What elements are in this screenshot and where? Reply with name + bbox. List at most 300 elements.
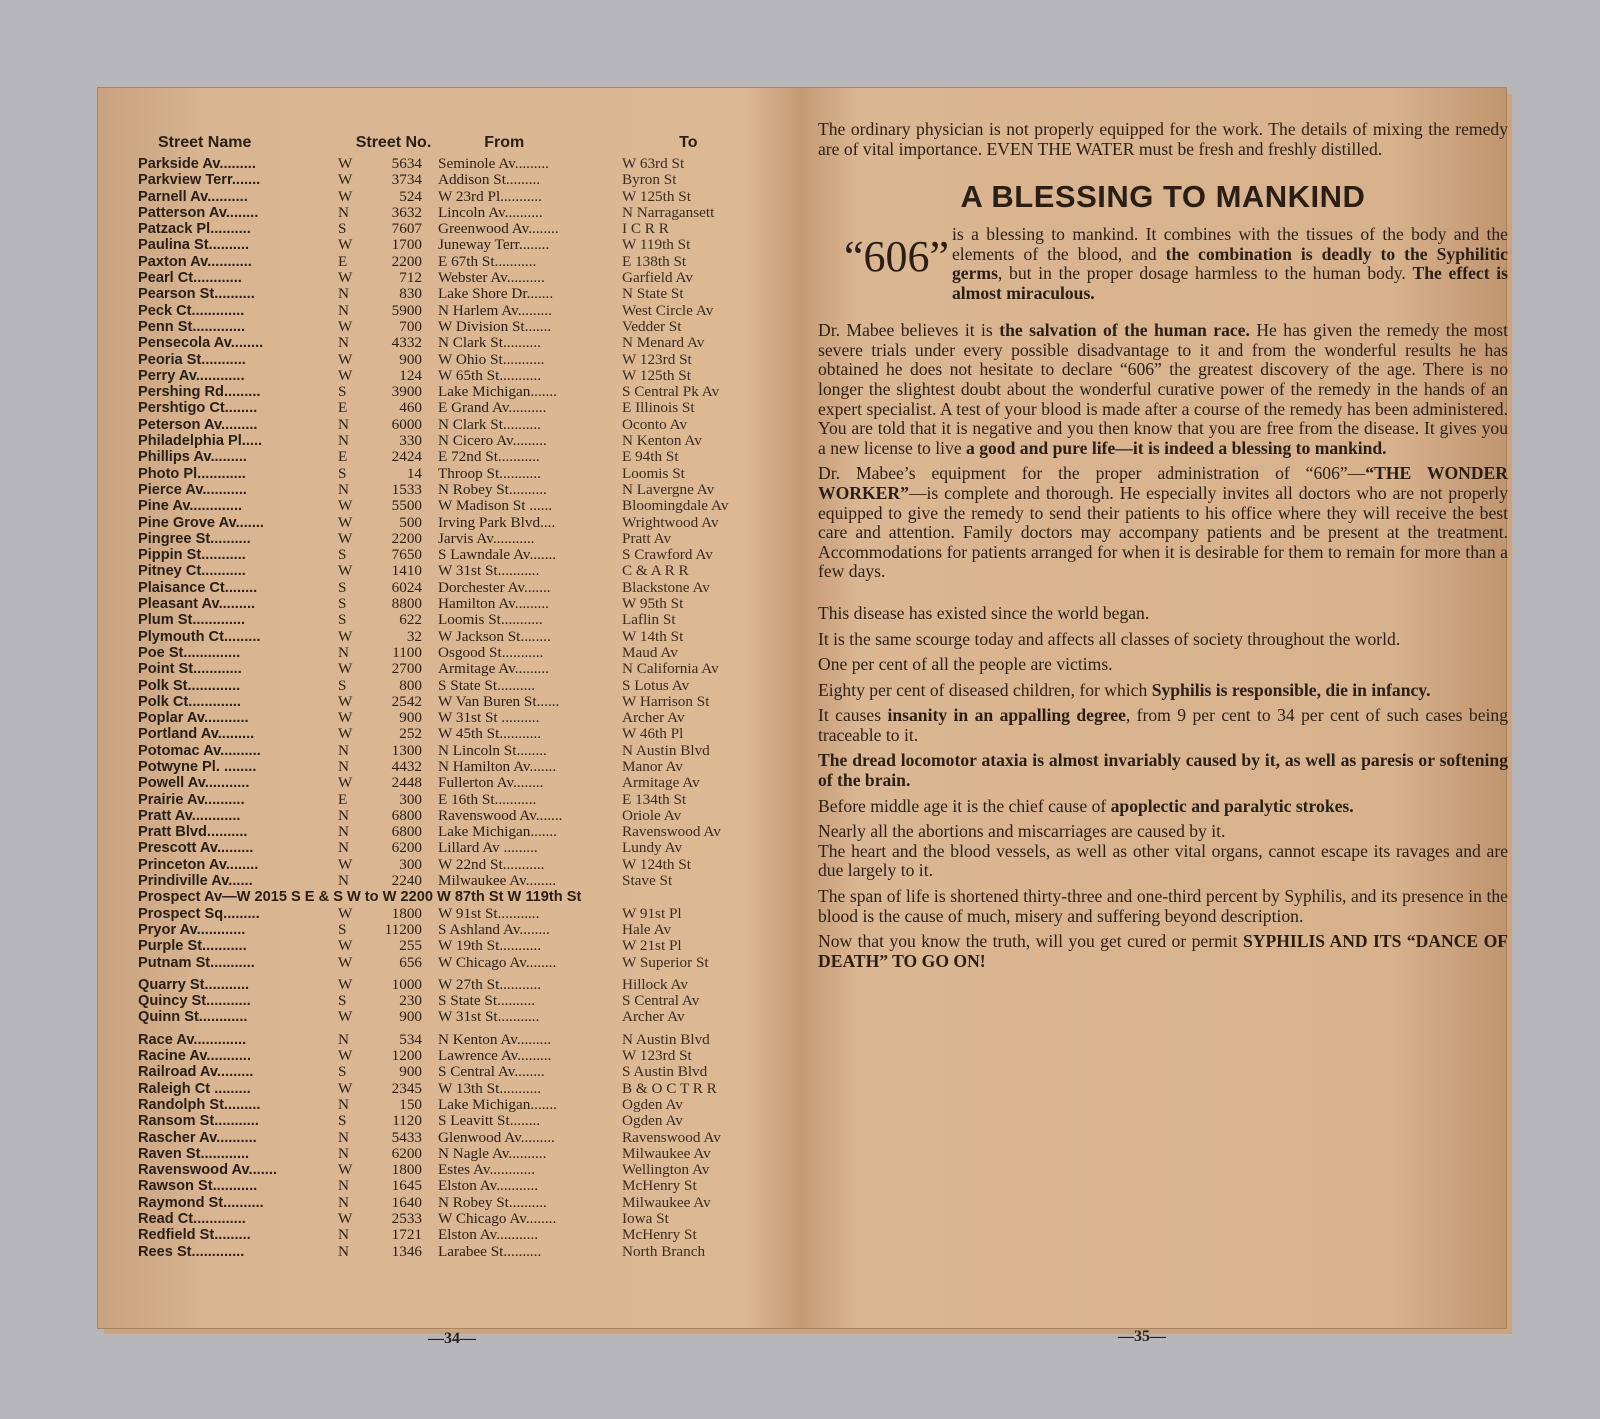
direction-cell: W: [338, 937, 353, 955]
text-run: , but in the proper dosage harmless to the human body.: [997, 263, 1413, 284]
from-cell: Armitage Av.........: [438, 661, 549, 678]
street-number-cell: 800: [399, 676, 422, 694]
from-cell: Estes Av............: [438, 1162, 536, 1179]
text-run: , from 9 per cent to 34 per cent of such cases being traceable to it.: [818, 705, 1508, 745]
from-cell: N Lincoln St........: [438, 742, 547, 759]
to-cell: S Crawford Av: [622, 547, 713, 564]
to-cell: Hale Av: [622, 921, 672, 938]
table-row: [138, 482, 778, 498]
table-row: [138, 955, 778, 971]
from-cell: W 22nd St...........: [438, 856, 545, 873]
header-from: From: [484, 134, 525, 151]
direction-cell: W: [338, 513, 353, 531]
street-number-cell: 124: [399, 366, 422, 384]
page-number-right: —35—: [1118, 1328, 1166, 1345]
street-number-cell: 2200: [391, 529, 422, 547]
table-row: [138, 792, 778, 808]
direction-cell: W: [338, 155, 353, 172]
from-cell: Osgood St...........: [438, 644, 544, 661]
direction-cell: N: [338, 415, 349, 433]
table-row: [138, 172, 778, 188]
to-cell: Loomis St: [622, 465, 685, 482]
from-cell: Webster Av..........: [438, 270, 545, 287]
table-row: [138, 400, 778, 416]
to-cell: Blackstone Av: [622, 579, 710, 596]
direction-cell: N: [338, 285, 349, 303]
to-cell: Stave St: [622, 873, 673, 890]
direction-cell: W: [338, 774, 353, 792]
bold-run: Syphilis is responsible, die in infancy.: [1151, 679, 1431, 700]
table-row: [138, 563, 778, 579]
street-name-cell: Potomac Av..........: [138, 742, 261, 759]
to-cell: Maud Av: [622, 644, 678, 661]
from-cell: N Nagle Av..........: [438, 1145, 547, 1162]
table-row: [138, 270, 778, 286]
from-cell: W Ohio St...........: [438, 351, 545, 368]
street-number-cell: 900: [399, 1008, 422, 1026]
table-row: [138, 384, 778, 400]
fact-1: This disease has existed since the world began.: [818, 602, 1150, 623]
bold-run: insanity in an appalling degree: [887, 705, 1126, 726]
table-row: [138, 1178, 778, 1194]
table-row: [138, 1032, 778, 1048]
from-cell: Addison St.........: [438, 172, 541, 189]
bold-run: The effect is almost miraculous.: [952, 263, 1508, 303]
street-number-cell: 1300: [391, 741, 422, 759]
street-name-cell: Racine Av...........: [138, 1048, 252, 1065]
paragraph-salvation: [818, 321, 1508, 458]
street-name-cell: Paulina St..........: [138, 237, 250, 254]
to-cell: Milwaukee Av: [622, 1194, 711, 1211]
bold-run: the combination is deadly to the Syphilitic germs: [952, 243, 1508, 284]
street-number-cell: 1640: [391, 1193, 422, 1211]
to-cell: Garfield Av: [622, 270, 693, 287]
from-cell: E 67th St...........: [438, 253, 537, 270]
street-number-cell: 656: [399, 953, 422, 971]
street-number-cell: 1800: [391, 1161, 422, 1179]
to-cell: N Lavergne Av: [622, 481, 715, 498]
street-number-cell: 5634: [391, 155, 422, 172]
from-cell: W 27th St...........: [438, 976, 542, 993]
street-name-cell: Raleigh Ct .........: [138, 1080, 251, 1097]
street-name-cell: Paxton Av...........: [138, 253, 252, 270]
street-name-cell: Pleasant Av.........: [138, 596, 256, 613]
street-number-cell: 8800: [391, 595, 422, 613]
street-name-cell: Pearl Ct............: [138, 270, 242, 287]
street-name-cell: Prindiville Av......: [138, 873, 253, 890]
table-row: [138, 254, 778, 270]
to-cell: W 14th St: [622, 628, 684, 645]
street-name-cell: Poe St..............: [138, 644, 241, 661]
from-cell: Dorchester Av.......: [438, 579, 551, 596]
paragraph-606: [952, 225, 1508, 315]
text-run: Dr. Mabee’s equipment for the proper administration of “606”—: [818, 463, 1366, 484]
bold-run: a good and pure life—it is indeed a blessing to mankind.: [966, 437, 1387, 458]
street-name-cell: Railroad Av.........: [138, 1064, 254, 1081]
table-row: [138, 629, 778, 645]
fact-6: [818, 751, 1508, 790]
from-cell: Loomis St...........: [438, 612, 543, 629]
street-name-cell: Pershing Rd.........: [138, 384, 261, 401]
direction-cell: N: [338, 203, 349, 221]
table-row: [138, 303, 778, 319]
table-row: [138, 189, 778, 205]
table-row: [138, 1195, 778, 1211]
street-number-cell: 11200: [384, 920, 422, 938]
table-row: [138, 449, 778, 465]
direction-cell: W: [338, 171, 353, 189]
to-cell: E Illinois St: [622, 400, 695, 417]
table-row: [138, 694, 778, 710]
street-number-cell: 830: [399, 285, 422, 303]
from-cell: Milwaukee Av........: [438, 873, 557, 890]
paragraph-intro: The ordinary physician is not properly equipped for the work. The details of mixing the remedy are of vital importance. EVEN THE WATER must be fresh and freshly distilled.: [818, 119, 1508, 159]
text-run: He has given the remedy the most severe trials under every possible disadvantage to it and from the wonderful results he has obtained he does not hesitate to declare “606” the greatest discovery of the age. There is no longer the slightest doubt about the wonderful curative power of the remedy in the hands of an expert specialist. A test of your blood is made after a course of the remedy has been administered. You are told that it is negative and you then know that you are free from the disease. It gives you a new license to live: [818, 320, 1508, 458]
direction-cell: W: [338, 709, 353, 727]
big-606-numeral: [818, 225, 952, 315]
direction-cell: S: [338, 220, 347, 238]
table-row: [138, 993, 778, 1009]
to-cell: Wrightwood Av: [622, 514, 719, 531]
street-name-cell: Rees St.............: [138, 1243, 245, 1260]
street-number-cell: 1645: [391, 1177, 422, 1195]
to-cell: McHenry St: [622, 1227, 697, 1244]
direction-cell: N: [338, 823, 349, 841]
street-name-cell: Pratt Av............: [138, 807, 241, 824]
direction-cell: N: [338, 872, 349, 890]
from-cell: S State St..........: [438, 677, 536, 694]
street-name-cell: Rawson St...........: [138, 1178, 258, 1195]
table-row: [138, 678, 778, 694]
from-cell: W Jackson St........: [438, 628, 551, 645]
to-cell: Hillock Av: [622, 976, 688, 993]
street-name-cell: Pine Grove Av.......: [138, 514, 264, 531]
direction-cell: N: [338, 806, 349, 824]
to-cell: C & A R R: [622, 563, 689, 580]
from-cell: N Harlem Av.........: [438, 302, 552, 319]
table-row: [138, 743, 778, 759]
from-cell: Lake Michigan.......: [438, 384, 557, 401]
street-name-cell: Purple St...........: [138, 938, 247, 955]
to-cell: B & O C T R R: [622, 1080, 717, 1097]
street-name-cell: Potwyne Pl. ........: [138, 758, 257, 775]
to-cell: McHenry St: [622, 1178, 697, 1195]
street-number-cell: 2448: [391, 774, 422, 792]
to-cell: Ogden Av: [622, 1096, 683, 1113]
direction-cell: S: [338, 464, 347, 482]
street-name-cell: Pensecola Av........: [138, 335, 264, 352]
table-row: [138, 417, 778, 433]
table-row: [138, 1081, 778, 1097]
direction-cell: W: [338, 529, 353, 547]
street-number-cell: 300: [399, 790, 422, 808]
to-cell: W 125th St: [622, 188, 691, 205]
to-cell: Ravenswood Av: [622, 824, 721, 841]
to-cell: Archer Av: [622, 1009, 685, 1026]
to-cell: Laflin St: [622, 612, 676, 629]
street-name-cell: Photo Pl............: [138, 465, 246, 482]
direction-cell: N: [338, 1144, 349, 1162]
street-number-cell: 622: [399, 611, 422, 629]
direction-cell: W: [338, 317, 353, 335]
to-cell: W 21st Pl: [622, 938, 682, 955]
street-number-cell: 2533: [391, 1210, 422, 1227]
from-cell: S Ashland Av........: [438, 921, 550, 938]
to-cell: W 119th St: [622, 237, 691, 254]
table-row: [138, 1162, 778, 1178]
from-cell: S State St..........: [438, 993, 536, 1010]
intro-block: [818, 225, 1508, 315]
street-number-cell: 524: [399, 187, 422, 205]
table-row: [138, 645, 778, 661]
left-page-street-directory: [138, 130, 778, 1347]
direction-cell: N: [338, 1030, 349, 1048]
direction-cell: W: [338, 1047, 353, 1065]
street-number-cell: 3900: [391, 383, 422, 401]
to-cell: Ravenswood Av: [622, 1129, 721, 1146]
street-number-cell: 2345: [391, 1079, 422, 1097]
to-cell: Lundy Av: [622, 840, 683, 857]
direction-cell: W: [338, 497, 353, 515]
street-number-cell: 7650: [391, 546, 422, 564]
from-cell: W 31st St...........: [438, 1009, 540, 1026]
from-cell: S Leavitt St........: [438, 1113, 541, 1130]
street-name-cell: Ransom St...........: [138, 1113, 259, 1130]
table-row: [138, 156, 778, 172]
from-cell: E 72nd St...........: [438, 449, 540, 466]
direction-cell: N: [338, 1128, 349, 1146]
header-street-no: Street No.: [355, 134, 432, 151]
direction-cell: S: [338, 676, 347, 694]
street-number-cell: 14: [406, 464, 422, 482]
street-number-cell: 6200: [391, 839, 422, 857]
street-name-cell: Raven St............: [138, 1145, 250, 1162]
street-number-cell: 500: [399, 513, 422, 531]
from-cell: W 31st St ..........: [438, 710, 540, 727]
bold-run: the salvation of the human race.: [999, 320, 1250, 341]
street-name-cell: Phillips Av.........: [138, 449, 247, 466]
direction-cell: W: [338, 1079, 353, 1097]
street-name-cell: Pine Av.............: [138, 498, 243, 515]
street-number-cell: 712: [399, 269, 422, 287]
from-cell: Lake Michigan.......: [438, 1096, 557, 1113]
direction-cell: W: [338, 953, 353, 971]
street-number-cell: 2542: [391, 692, 422, 710]
street-name-cell: Prescott Av.........: [138, 840, 254, 857]
street-name-cell: Portland Av.........: [138, 726, 255, 743]
street-name-cell: Parkside Av.........: [138, 156, 256, 172]
to-cell: Bloomingdale Av: [622, 498, 729, 515]
table-row: [138, 726, 778, 742]
table-row: [138, 368, 778, 384]
direction-cell: N: [338, 643, 349, 661]
street-number-cell: 1721: [391, 1226, 422, 1244]
to-cell: N Kenton Av: [622, 433, 702, 450]
to-cell: W Superior St: [622, 954, 709, 971]
from-cell: Hamilton Av.........: [438, 596, 549, 613]
street-name-cell: Pratt Blvd..........: [138, 824, 248, 841]
from-cell: W 13th St...........: [438, 1080, 542, 1097]
street-number-cell: 1200: [391, 1047, 422, 1065]
street-number-cell: 330: [399, 432, 422, 450]
text-run: Before middle age it is the chief cause of: [818, 795, 1111, 816]
table-row: [138, 352, 778, 368]
street-name-cell: Rascher Av..........: [138, 1129, 257, 1146]
to-cell: W 123rd St: [622, 351, 692, 368]
to-cell: N Menard Av: [622, 335, 705, 352]
table-row: [138, 1227, 778, 1243]
table-row: [138, 547, 778, 563]
street-number-cell: 255: [399, 937, 422, 955]
street-name-cell: Prospect Sq.........: [138, 905, 260, 922]
direction-cell: W: [338, 855, 353, 873]
from-cell: W 31st St...........: [438, 563, 540, 580]
to-cell: W 91st Pl: [622, 905, 682, 922]
from-cell: Elston Av...........: [438, 1178, 538, 1195]
from-cell: N Robey St..........: [438, 481, 547, 498]
table-row: [138, 840, 778, 856]
table-row: [138, 938, 778, 954]
fact-5: [818, 706, 1508, 745]
from-cell: Jarvis Av...........: [438, 530, 535, 547]
direction-cell: E: [338, 790, 348, 808]
street-name-cell: Philadelphia Pl.....: [138, 433, 263, 450]
big-606-text: “606”: [844, 232, 950, 282]
from-cell: W 45th St...........: [438, 726, 542, 743]
direction-cell: W: [338, 975, 353, 993]
to-cell: Ogden Av: [622, 1113, 683, 1130]
to-cell: N Austin Blvd: [622, 742, 710, 759]
closing-paragraph: [818, 932, 1508, 971]
direction-cell: W: [338, 725, 353, 743]
direction-cell: E: [338, 399, 348, 417]
article-title: A BLESSING TO MANKIND: [960, 179, 1366, 215]
table-row: [138, 1009, 778, 1025]
to-cell: Wellington Av: [622, 1162, 710, 1179]
street-name-cell: Peoria St...........: [138, 351, 246, 368]
table-row: [138, 221, 778, 237]
from-cell: N Kenton Av.........: [438, 1031, 552, 1048]
street-number-cell: 1100: [392, 643, 422, 661]
table-row: [138, 710, 778, 726]
street-number-cell: 4332: [391, 334, 422, 352]
direction-cell: W: [338, 366, 353, 384]
header-to: To: [679, 134, 698, 151]
fact-2: It is the same scourge today and affects all classes of society throughout the world.: [818, 628, 1401, 649]
text-run: —is complete and thorough. He especially invites all doctors who are not properly equipped to give the remedy to send their patients to his office where they will receive the best care and attention. Family doctors may accompany patients and be present at the treatment. Accommodations for patients arranged for when it is desirable for them to remain for more than a few days.: [818, 482, 1508, 582]
from-cell: Ravenswood Av.......: [438, 807, 563, 824]
direction-cell: S: [338, 992, 347, 1010]
from-cell: S Lawndale Av.......: [438, 547, 557, 564]
table-row: [138, 237, 778, 253]
table-row: [138, 335, 778, 351]
to-cell: I C R R: [622, 221, 669, 238]
to-cell: Armitage Av: [622, 775, 700, 792]
street-number-cell: 1000: [391, 975, 422, 993]
street-name-cell: Quarry St...........: [138, 976, 250, 993]
to-cell: S Central Pk Av: [622, 384, 720, 401]
direction-cell: N: [338, 301, 349, 319]
from-cell: Throop St...........: [438, 465, 541, 482]
street-name-cell: Point St............: [138, 661, 242, 678]
street-number-cell: 1120: [392, 1112, 422, 1130]
row-span-text: Prospect Av—W 2015 S E & S W to W 2200 W 87th St W 119th St: [138, 889, 582, 906]
from-cell: Lake Michigan.......: [438, 824, 557, 841]
street-name-cell: Pingree St..........: [138, 530, 251, 547]
street-name-cell: Randolph St.........: [138, 1096, 261, 1113]
table-row: [138, 922, 778, 938]
to-cell: S Central Av: [622, 993, 700, 1010]
bold-run: “THE WONDER WORKER”: [818, 463, 1508, 503]
direction-cell: S: [338, 920, 347, 938]
to-cell: S Lotus Av: [622, 677, 690, 694]
table-row: [138, 1146, 778, 1162]
from-cell: Glenwood Av.........: [438, 1129, 555, 1146]
direction-cell: S: [338, 611, 347, 629]
from-cell: E 16th St...........: [438, 791, 537, 808]
direction-cell: W: [338, 236, 353, 254]
street-number-cell: 900: [399, 1063, 422, 1081]
street-name-cell: Patterson Av........: [138, 204, 259, 221]
to-cell: S Austin Blvd: [622, 1064, 708, 1081]
direction-cell: E: [338, 252, 348, 270]
table-row: [138, 873, 778, 889]
direction-cell: W: [338, 269, 353, 287]
street-number-cell: 534: [399, 1030, 422, 1048]
table-row: [138, 977, 778, 993]
direction-cell: S: [338, 1112, 347, 1130]
to-cell: W 63rd St: [622, 156, 685, 172]
street-number-cell: 1800: [391, 904, 422, 922]
street-name-cell: Pitney Ct...........: [138, 563, 246, 580]
table-row: [138, 1130, 778, 1146]
street-name-cell: Perry Av............: [138, 367, 245, 384]
direction-cell: N: [338, 741, 349, 759]
to-cell: W 46th Pl: [622, 726, 684, 743]
table-row: [138, 498, 778, 514]
to-cell: E 94th St: [622, 449, 679, 466]
right-page-article: [818, 119, 1509, 1345]
direction-cell: W: [338, 1008, 353, 1026]
street-number-cell: 300: [399, 855, 422, 873]
direction-cell: N: [338, 480, 349, 498]
from-cell: W Chicago Av........: [438, 954, 557, 971]
direction-cell: S: [338, 1063, 347, 1081]
table-row: [138, 906, 778, 922]
direction-cell: W: [338, 692, 353, 710]
street-name-cell: Penn St.............: [138, 318, 246, 335]
to-cell: W 123rd St: [622, 1048, 692, 1065]
to-cell: E 134th St: [622, 791, 687, 808]
street-number-cell: 6800: [391, 806, 422, 824]
text-run: is a blessing to mankind. It combines with the tissues of the body and the elements of the blood, and: [952, 224, 1508, 264]
street-number-cell: 252: [399, 725, 422, 743]
to-cell: Milwaukee Av: [622, 1145, 711, 1162]
to-cell: Vedder St: [622, 318, 682, 335]
street-name-cell: Pearson St..........: [138, 286, 255, 303]
street-name-cell: Ravenswood Av.......: [138, 1162, 277, 1179]
from-cell: Lillard Av .........: [438, 840, 538, 857]
table-row: [138, 1064, 778, 1080]
text-run: Eighty per cent of diseased children, for which: [818, 679, 1152, 700]
direction-cell: W: [338, 660, 353, 678]
fact-7: [818, 797, 1508, 817]
street-number-cell: 5500: [391, 497, 422, 515]
street-name-cell: Patzack Pl..........: [138, 221, 251, 238]
table-row: [138, 824, 778, 840]
street-number-cell: 2424: [391, 448, 422, 466]
direction-cell: N: [338, 1226, 349, 1244]
